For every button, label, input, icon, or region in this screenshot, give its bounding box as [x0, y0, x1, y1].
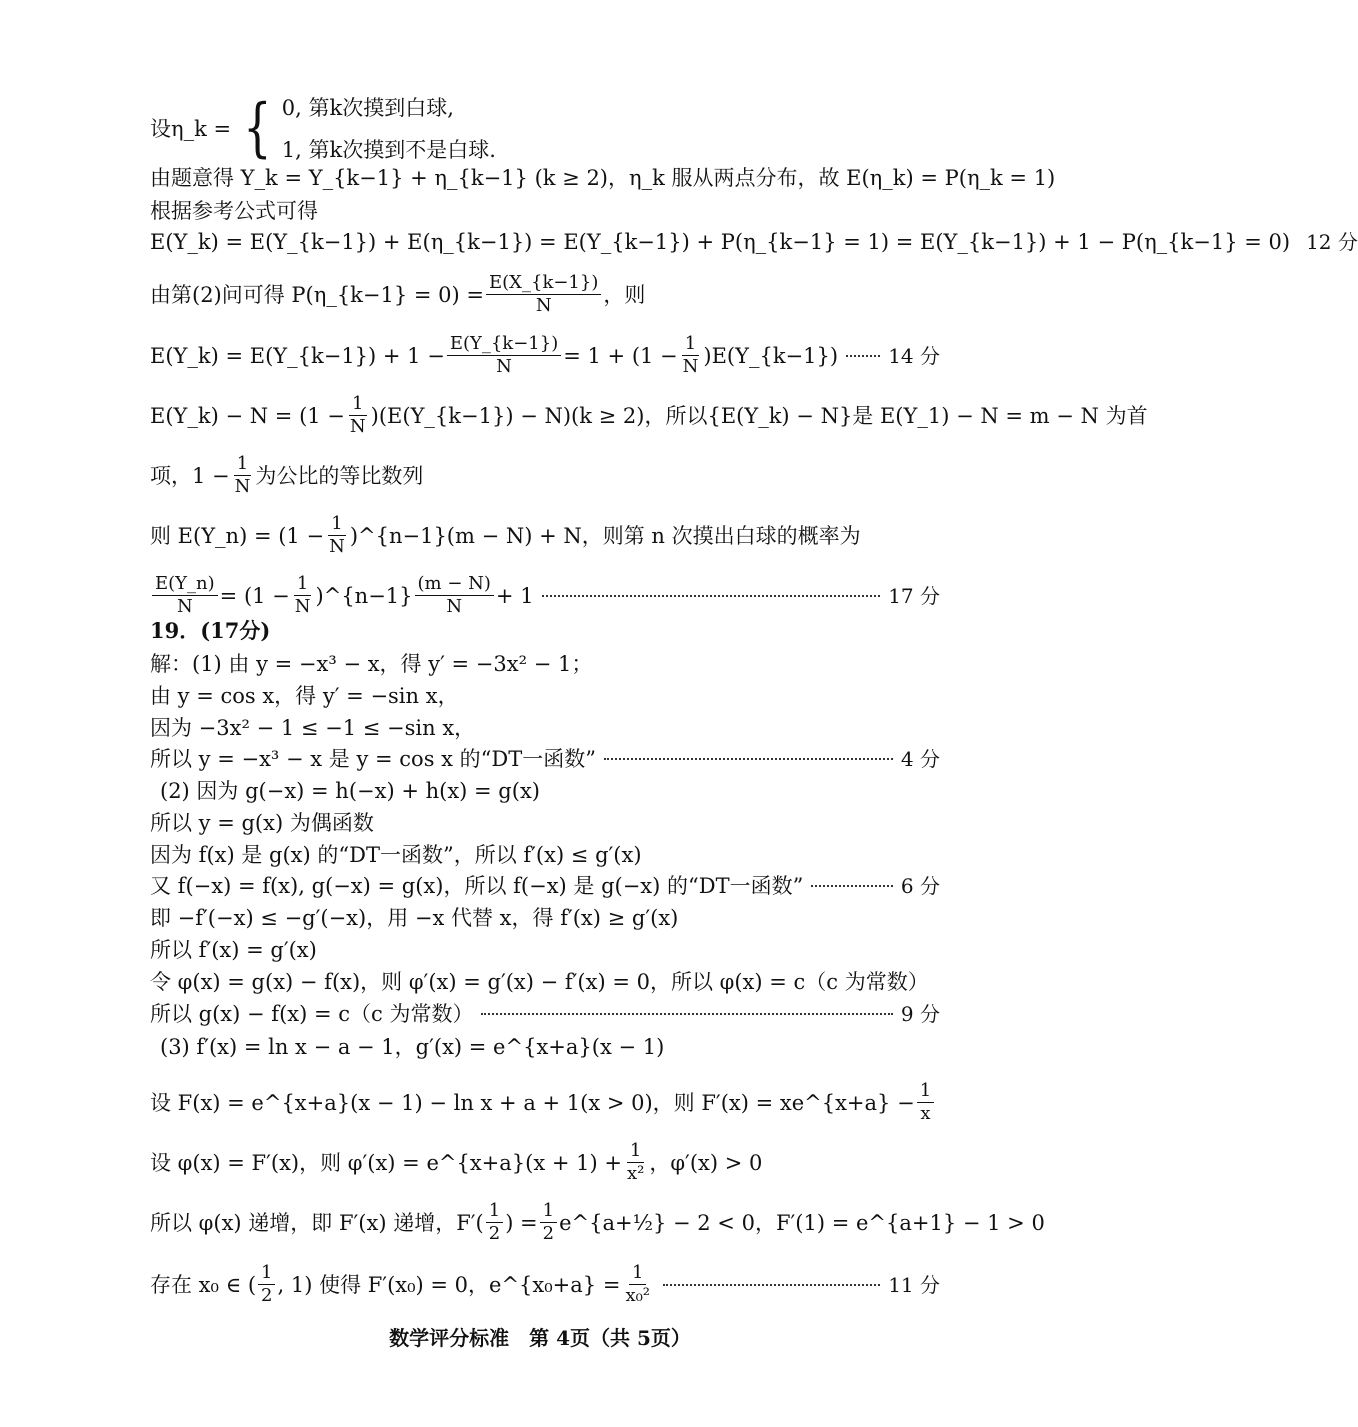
leader-dots — [811, 885, 893, 887]
sol-line-2 — [150, 682, 459, 710]
numerator: 1 — [540, 1200, 557, 1223]
text: )^{n−1} — [315, 583, 413, 608]
numerator: E(Y_n) — [152, 573, 218, 596]
denominator: 2 — [261, 1285, 273, 1306]
numerator: 1 — [234, 453, 251, 476]
score: 4 分 — [900, 747, 940, 771]
line-expectation — [150, 228, 1358, 256]
denominator: N — [294, 596, 311, 617]
denominator: N — [234, 476, 251, 497]
score: 14 分 — [888, 343, 940, 368]
sol-line-16 — [150, 1200, 1045, 1245]
numerator: 1 — [627, 1140, 644, 1163]
text: 由第(2)问可得 P(η_{k−1} = 0) = — [150, 282, 485, 307]
text: 项，1 − — [150, 463, 230, 488]
text: E(Y_k) − N = (1 − — [150, 403, 345, 428]
numerator: 1 — [258, 1262, 275, 1285]
leader-dots — [481, 1013, 892, 1015]
text: = (1 − — [219, 583, 290, 608]
eta-lhs: 设η_k = — [150, 117, 232, 141]
line-recursion — [150, 333, 940, 378]
sol-line-11 — [150, 968, 929, 996]
denominator: x² — [626, 1163, 645, 1184]
fraction — [680, 333, 702, 378]
denominator: N — [349, 416, 366, 437]
denominator: 2 — [542, 1223, 555, 1244]
text: + 1 — [495, 583, 534, 608]
sol-line-15 — [150, 1140, 762, 1185]
score: 11 分 — [888, 1272, 940, 1297]
numerator: 1 — [682, 333, 699, 356]
sol-line-1 — [150, 650, 592, 678]
text: )E(Y_{k−1}) — [703, 343, 839, 368]
score: 17 分 — [888, 583, 940, 608]
case-white: 0, 第k次摸到白球, — [281, 96, 454, 120]
line-probability — [150, 573, 940, 618]
text: ) = — [505, 1210, 538, 1235]
fraction — [624, 1140, 647, 1185]
text: ，则 — [603, 282, 646, 307]
question-19-heading — [150, 617, 270, 645]
sol-line-10 — [150, 936, 317, 964]
leader-dots — [604, 758, 893, 760]
denominator: x — [920, 1103, 931, 1124]
text: 为公比的等比数列 — [255, 463, 424, 488]
text: 所以 φ(x) 递增，即 F′(x) 递增，F′( — [150, 1210, 484, 1235]
denominator: N — [682, 356, 699, 377]
text: , 1) 使得 F′(x₀) = 0，e^{x₀+a} = — [277, 1272, 621, 1297]
line-two-point — [150, 164, 1055, 192]
text: 由 y = cos x，得 y′ = −sin x， — [150, 684, 459, 708]
text: 又 f(−x) = f(x), g(−x) = g(x)，所以 f(−x) 是 g(−x) 的“DT一函数” — [150, 874, 804, 898]
line-general-term — [150, 513, 861, 558]
leader-dots — [542, 595, 881, 597]
eta-definition — [150, 88, 496, 168]
text: 令 φ(x) = g(x) − f(x)，则 φ′(x) = g′(x) − f′(x) = 0，所以 φ(x) = c（c 为常数） — [150, 970, 929, 994]
text: 由题意得 Y_k = Y_{k−1} + η_{k−1} (k ≥ 2)，η_k 服从两点分布，故 E(η_k) = P(η_k = 1) — [150, 166, 1056, 190]
score: 6 分 — [900, 874, 940, 898]
text: )^{n−1}(m − N) + N，则第 n 次摸出白球的概率为 — [349, 523, 861, 548]
fraction — [152, 573, 218, 618]
fraction — [917, 1080, 934, 1125]
fraction — [486, 1200, 503, 1245]
fraction — [258, 1262, 275, 1307]
numerator: 1 — [486, 1200, 503, 1223]
text: 19．(17分) — [150, 618, 271, 643]
text: 根据参考公式可得 — [150, 199, 318, 223]
line-geometric — [150, 393, 1148, 438]
denominator: 2 — [488, 1223, 501, 1244]
score: 9 分 — [900, 1002, 940, 1026]
sol-line-8 — [150, 872, 940, 900]
sol-line-3 — [150, 714, 475, 742]
text: 即 −f′(−x) ≤ −g′(−x)，用 −x 代替 x，得 f′(x) ≥ g′(x) — [150, 906, 679, 930]
text: 则 E(Y_n) = (1 − — [150, 523, 325, 548]
text: 所以 y = g(x) 为偶函数 — [150, 811, 374, 835]
denominator: N — [496, 356, 512, 377]
score: 12 分 — [1306, 230, 1358, 254]
sol-line-12 — [150, 1000, 940, 1028]
text: 存在 x₀ ∈ ( — [150, 1272, 257, 1297]
numerator: 1 — [917, 1080, 934, 1103]
line-from-part2 — [150, 272, 645, 317]
text: 因为 f(x) 是 g(x) 的“DT一函数”，所以 f′(x) ≤ g′(x) — [150, 843, 642, 867]
fraction — [326, 513, 348, 558]
text: ，φ′(x) > 0 — [649, 1150, 763, 1175]
text: (3) f′(x) = ln x − a − 1，g′(x) = e^{x+a}(x − 1) — [160, 1035, 665, 1059]
line-ratio — [150, 453, 423, 498]
numerator: 1 — [328, 513, 345, 536]
numerator: E(X_{k−1}) — [486, 272, 601, 295]
numerator: (m − N) — [415, 573, 494, 596]
sol-line-17 — [150, 1262, 940, 1307]
text: 所以 f′(x) = g′(x) — [150, 938, 317, 962]
sol-line-5 — [160, 777, 540, 805]
cases — [282, 92, 496, 164]
denominator: x₀² — [625, 1285, 651, 1306]
denominator: N — [176, 596, 193, 617]
numerator: 1 — [629, 1262, 646, 1285]
fraction — [292, 573, 314, 618]
numerator: E(Y_{k−1}) — [447, 333, 561, 356]
fraction — [415, 573, 494, 618]
numerator: 1 — [349, 393, 366, 416]
text: 设 F(x) = e^{x+a}(x − 1) − ln x + a + 1(x > 0)，则 F′(x) = xe^{x+a} − — [150, 1090, 915, 1115]
text: 所以 y = −x³ − x 是 y = cos x 的“DT一函数” — [150, 747, 596, 771]
leader-dots — [846, 355, 880, 357]
leader-dots — [663, 1284, 880, 1286]
text: (2) 因为 g(−x) = h(−x) + h(x) = g(x) — [160, 779, 540, 803]
text: 设 φ(x) = F′(x)，则 φ′(x) = e^{x+a}(x + 1) + — [150, 1150, 622, 1175]
text: 因为 −3x² − 1 ≤ −1 ≤ −sin x， — [150, 716, 476, 740]
text: 解：(1) 由 y = −x³ − x，得 y′ = −3x² − 1； — [150, 652, 593, 676]
left-brace: { — [243, 91, 272, 165]
line-reference — [150, 197, 318, 225]
denominator: N — [446, 596, 463, 617]
text: = 1 + (1 − — [563, 343, 678, 368]
text: )(E(Y_{k−1}) − N)(k ≥ 2)，所以{E(Y_k) − N}是 E(Y_1) − N = m − N 为首 — [370, 403, 1148, 428]
sol-line-13 — [160, 1033, 664, 1061]
fraction — [622, 1262, 653, 1307]
numerator: 1 — [294, 573, 311, 596]
text: E(Y_k) = E(Y_{k−1}) + E(η_{k−1}) = E(Y_{k−1}) + P(η_{k−1} = 1) = E(Y_{k−1}) + 1 − P(η_{k−1} = 0) — [150, 230, 1291, 254]
fraction — [540, 1200, 557, 1245]
sol-line-4 — [150, 745, 940, 773]
fraction — [232, 453, 254, 498]
fraction — [347, 393, 369, 438]
text: e^{a+½} − 2 < 0，F′(1) = e^{a+1} − 1 > 0 — [559, 1210, 1045, 1235]
sol-line-6 — [150, 809, 374, 837]
sol-line-7 — [150, 841, 642, 869]
case-not-white: 1, 第k次摸到不是白球. — [281, 138, 496, 162]
fraction — [486, 272, 601, 317]
text: E(Y_k) = E(Y_{k−1}) + 1 − — [150, 343, 445, 368]
sol-line-14 — [150, 1080, 936, 1125]
page-footer: 数学评分标准 第 4页（共 5页） — [389, 1326, 691, 1350]
fraction — [447, 333, 561, 378]
text: 所以 g(x) − f(x) = c（c 为常数） — [150, 1002, 474, 1026]
denominator: N — [535, 295, 552, 316]
sol-line-9 — [150, 904, 678, 932]
denominator: N — [329, 536, 345, 557]
